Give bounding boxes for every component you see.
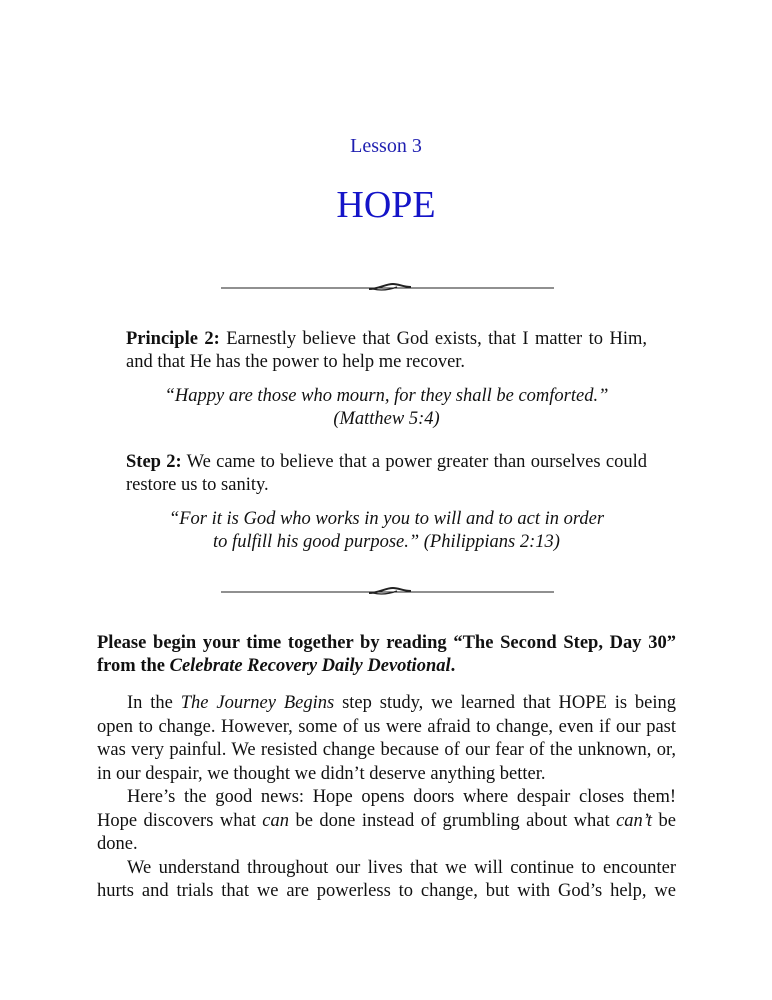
step-text: We came to believe that a power greater than ourselves could restore us to sanity. <box>126 452 647 495</box>
reading-instruction <box>97 632 676 678</box>
ornamental-divider <box>221 281 554 293</box>
study-title: The Journey Begins <box>180 693 335 713</box>
body-text <box>97 692 676 904</box>
paragraph <box>97 692 676 786</box>
quote-reference: (Matthew 5:4) <box>333 409 440 429</box>
paragraph-text: Here’s the good news: Hope opens doors where despair closes them! Hope discovers what <box>97 787 676 831</box>
step-label: Step 2: <box>126 452 182 472</box>
devotional-title: Celebrate Recovery Daily Devotional <box>169 656 451 676</box>
quote-line: “For it is God who works in you to will and to act in order <box>168 509 605 529</box>
paragraph <box>97 786 676 857</box>
principle-label: Principle 2: <box>126 329 220 349</box>
chapter-title: HOPE <box>336 184 436 226</box>
emphasis: can <box>262 810 290 831</box>
emphasis: can’t <box>616 810 653 831</box>
paragraph-text: be done. <box>97 810 676 854</box>
paragraph-text: step study, we learned that HOPE is being open to change. However, some of us were afraid to change, even if our past was very painful. We resisted change because of our fear of the unknown, or, in our despair, we thought we didn’t deserve anything better. <box>97 693 677 784</box>
lesson-label: Lesson 3 <box>350 135 422 157</box>
step-scripture-quote <box>126 508 647 554</box>
quote-line: “Happy are those who mourn, for they shall be comforted.” <box>164 386 609 406</box>
ornamental-divider <box>221 585 554 597</box>
principle-text: Earnestly believe that God exists, that I matter to Him, and that He has the power to help me recover. <box>126 329 648 372</box>
paragraph <box>97 857 676 904</box>
step-statement <box>126 451 647 497</box>
paragraph-text: In the <box>127 693 181 713</box>
quote-reference: to fulfill his good purpose.” (Philippians 2:13) <box>213 532 560 552</box>
instruction-end: . <box>450 656 456 676</box>
paragraph-text: be done instead of grumbling about what <box>289 810 617 831</box>
paragraph-text: We understand throughout our lives that we will continue to encounter hurts and trials that we are powerless to change, but with God’s help, we <box>97 857 676 901</box>
instruction-text: Please begin your time together by reading “The Second Step, Day 30” from the <box>97 633 676 676</box>
principle-scripture-quote <box>126 385 647 431</box>
principle-statement <box>126 328 647 374</box>
